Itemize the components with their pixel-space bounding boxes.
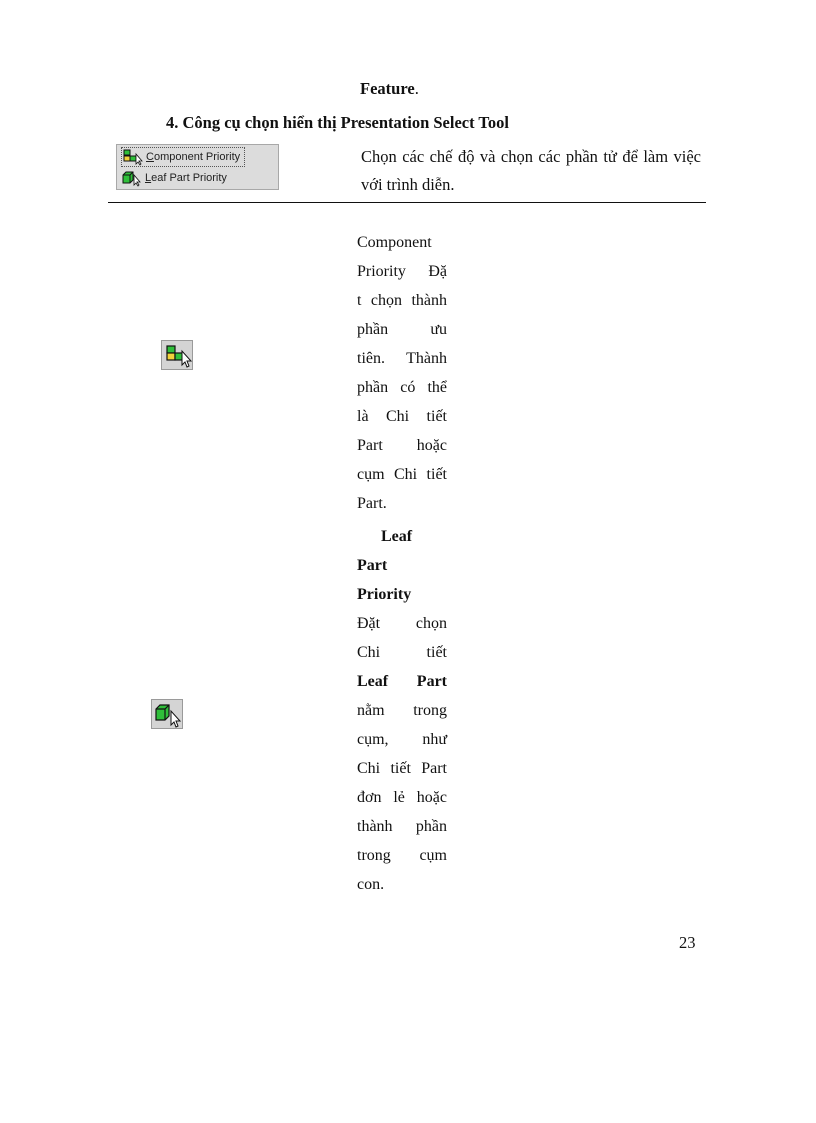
text-line: là Chi tiết xyxy=(357,408,447,425)
leaf-part-priority-description xyxy=(357,522,447,899)
component-priority-description xyxy=(357,228,447,518)
toolbar-item-component-priority[interactable] xyxy=(121,147,245,167)
text-line: Component xyxy=(357,234,432,251)
text-line: thành phần xyxy=(357,818,447,835)
leaf-part-priority-button xyxy=(151,699,183,729)
presentation-select-toolbar xyxy=(116,144,279,190)
divider xyxy=(108,202,706,203)
page-number: 23 xyxy=(679,933,696,952)
component-priority-icon xyxy=(162,341,192,369)
text-line: phần có thể xyxy=(357,379,447,396)
text-line: Chi tiết xyxy=(357,644,447,661)
text-line: nằm trong xyxy=(357,702,447,719)
feature-word: Feature xyxy=(360,79,415,98)
text-line: Đặt chọn xyxy=(357,615,447,632)
text-line: Chi tiết Part xyxy=(357,760,447,777)
text-line: Leaf Part xyxy=(357,673,447,690)
text-line: đơn lẻ hoặc xyxy=(357,789,447,806)
toolbar-item-leaf-part-priority[interactable] xyxy=(121,168,227,188)
leaf-part-priority-icon xyxy=(152,700,182,728)
text-line: cụm, như xyxy=(357,731,447,748)
toolbar-item-label: Component Priority xyxy=(146,151,241,163)
toolbar-item-label: Leaf Part Priority xyxy=(145,172,227,184)
text-line: tiên. Thành xyxy=(357,350,447,367)
text-line: trong cụm xyxy=(357,847,447,864)
intro-description: Chọn các chế độ và chọn các phần tử để làm việc với trình diễn. xyxy=(361,147,701,194)
feature-heading xyxy=(360,79,419,99)
text-line: phần ưu xyxy=(357,321,447,338)
component-priority-icon xyxy=(122,148,144,166)
component-priority-button xyxy=(161,340,193,370)
text-line: Part xyxy=(357,557,388,574)
text-line: Part. xyxy=(357,495,387,512)
section-title: 4. Công cụ chọn hiển thị Presentation Select Tool xyxy=(166,113,510,132)
text-line: Priority xyxy=(357,586,412,603)
feature-period: . xyxy=(414,79,419,98)
text-line: cụm Chi tiết xyxy=(357,466,447,483)
text-line: Priority Đặ xyxy=(357,263,447,280)
text-line: t chọn thành xyxy=(357,292,447,309)
text-line: Part hoặc xyxy=(357,437,447,454)
leaf-part-priority-icon xyxy=(121,169,143,187)
text-line: con. xyxy=(357,876,385,893)
text-line: Leaf xyxy=(381,528,413,545)
